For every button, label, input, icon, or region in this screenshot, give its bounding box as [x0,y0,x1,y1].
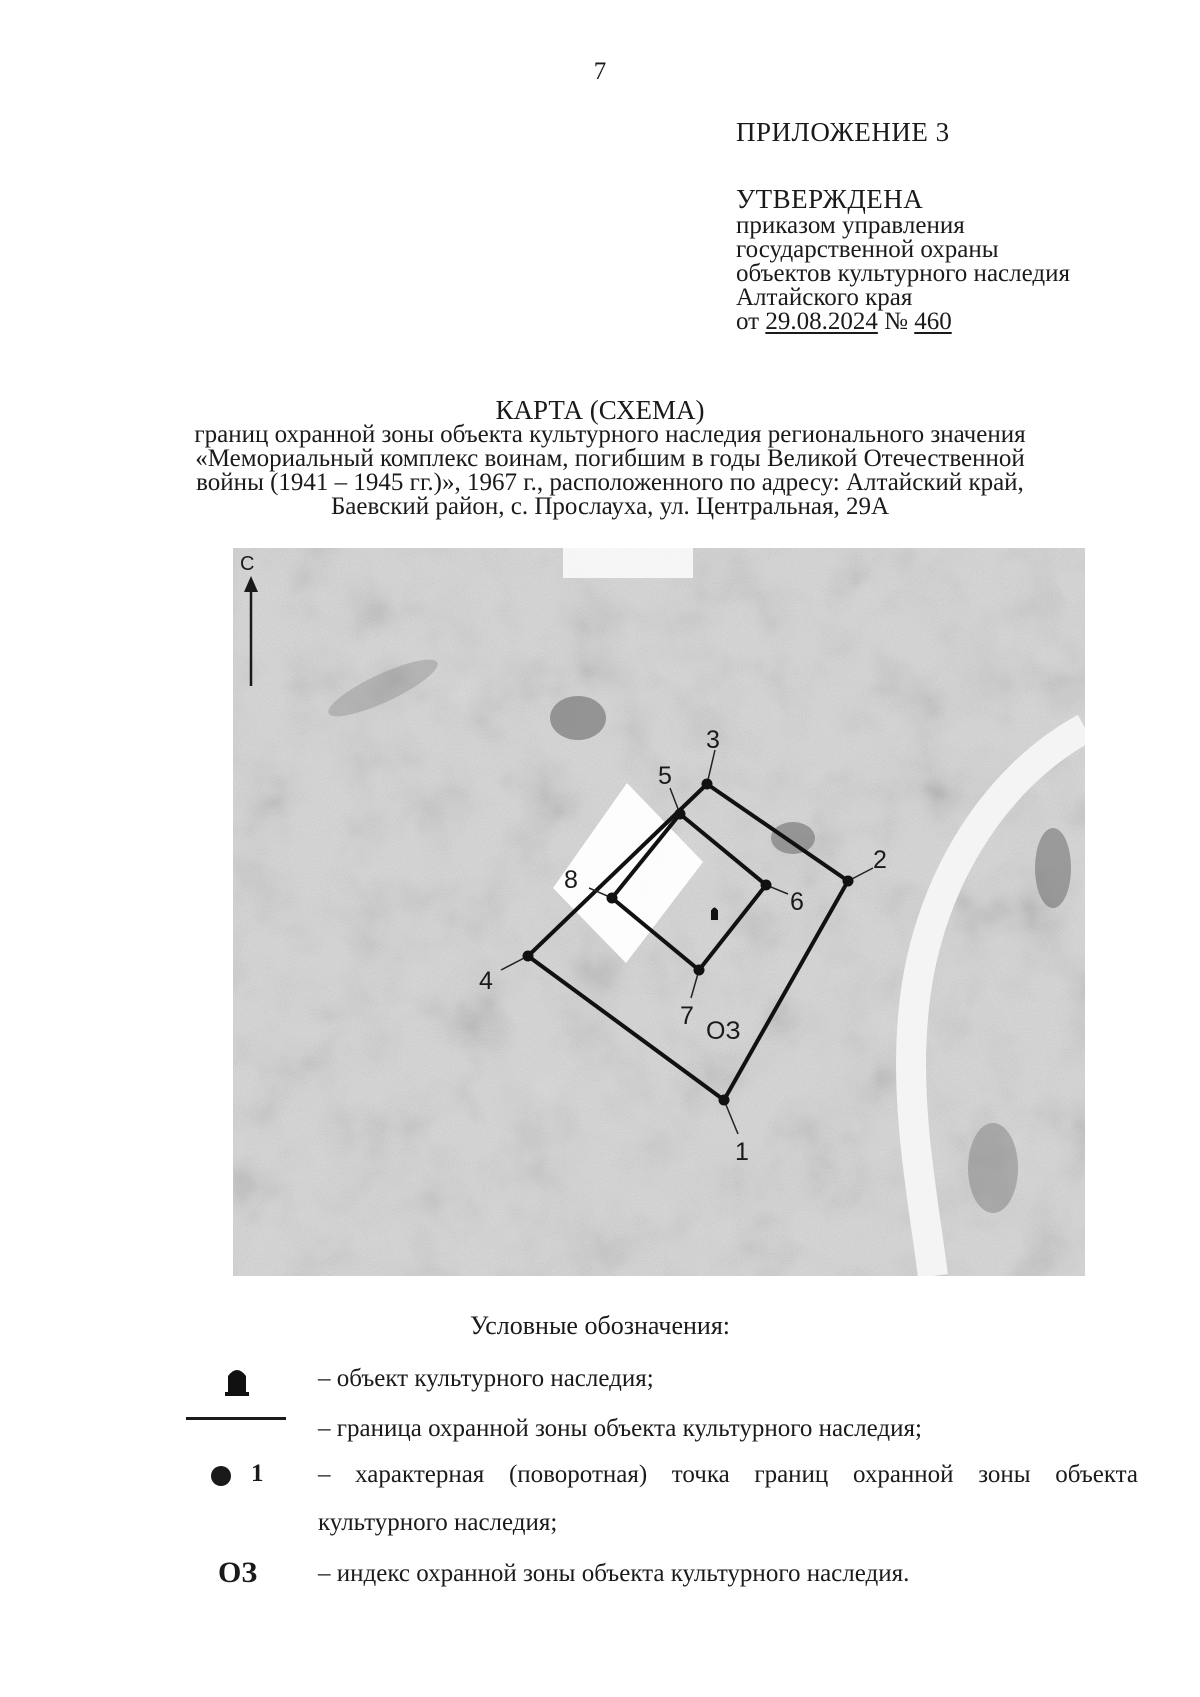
approval-heading: УТВЕРЖДЕНА [736,184,924,214]
point-label-3: 3 [706,726,720,754]
zone-index-symbol: ОЗ [218,1556,258,1589]
approval-number: 460 [914,308,952,335]
map-title: КАРТА (СХЕМА) [495,395,705,425]
date-prefix: от [736,308,766,335]
approval-date-line [736,310,1070,334]
vegetation [771,822,815,854]
approval-date: 29.08.2024 [765,308,878,335]
map-edge [563,548,693,578]
monument-icon [711,908,718,921]
vegetation [1035,828,1071,908]
legend-item-boundary: – граница охранной зоны объекта культурного наследия; [318,1415,922,1442]
turning-point-8 [607,893,618,904]
number-sign: № [877,308,915,335]
zone-label: ОЗ [706,1017,741,1045]
legend-heading: Условные обозначения: [469,1311,731,1340]
point-marker-label: 1 [251,1460,264,1487]
turning-point-3 [702,779,713,790]
page-number: 7 [593,58,607,85]
legend-item-monument: – объект культурного наследия; [318,1365,654,1392]
map-svg [233,548,1085,1276]
point-label-7: 7 [680,1002,694,1030]
point-label-2: 2 [873,846,887,874]
turning-point-5 [675,809,686,820]
legend-item-zone-index: – индекс охранной зоны объекта культурного наследия. [318,1560,910,1587]
map-subtitle: границ охранной зоны объекта культурного наследия регионального значения «Мемориальный комплекс воинам, погибшим в годы Великой Отечественной войны (1941 – 1945 гг.)», 1967 г., расположенного по адресу: Алтайский край, Баевский район, с. Прослауха, ул. Центральная, 29А [194,421,1026,520]
approval-line: объектов культурного наследия [736,260,1070,287]
monument-icon [224,1366,250,1396]
turning-point-4 [523,951,534,962]
point-label-8: 8 [564,866,578,894]
point-marker-symbol [211,1466,231,1486]
point-label-1: 1 [735,1138,749,1166]
appendix-title: ПРИЛОЖЕНИЕ 3 [736,117,950,147]
legend-item-point: – характерная (поворотная) точка границ охранной зоны объекта культурного наследия; [318,1461,1138,1536]
boundary-line-symbol [186,1417,286,1420]
point-label-5: 5 [658,762,672,790]
approval-line: приказом управления [736,212,965,239]
turning-point-6 [761,880,772,891]
approval-block [736,184,1070,334]
turning-point-7 [694,965,705,976]
turning-point-2 [843,876,854,887]
point-label-4: 4 [479,967,493,995]
vegetation [550,696,606,740]
approval-line: Алтайского края [736,284,913,311]
map-image [233,548,1085,1276]
turning-point-1 [719,1095,730,1106]
north-label: С [240,553,255,575]
vegetation [968,1123,1018,1213]
point-label-6: 6 [790,888,804,916]
approval-line: государственной охраны [736,236,999,263]
